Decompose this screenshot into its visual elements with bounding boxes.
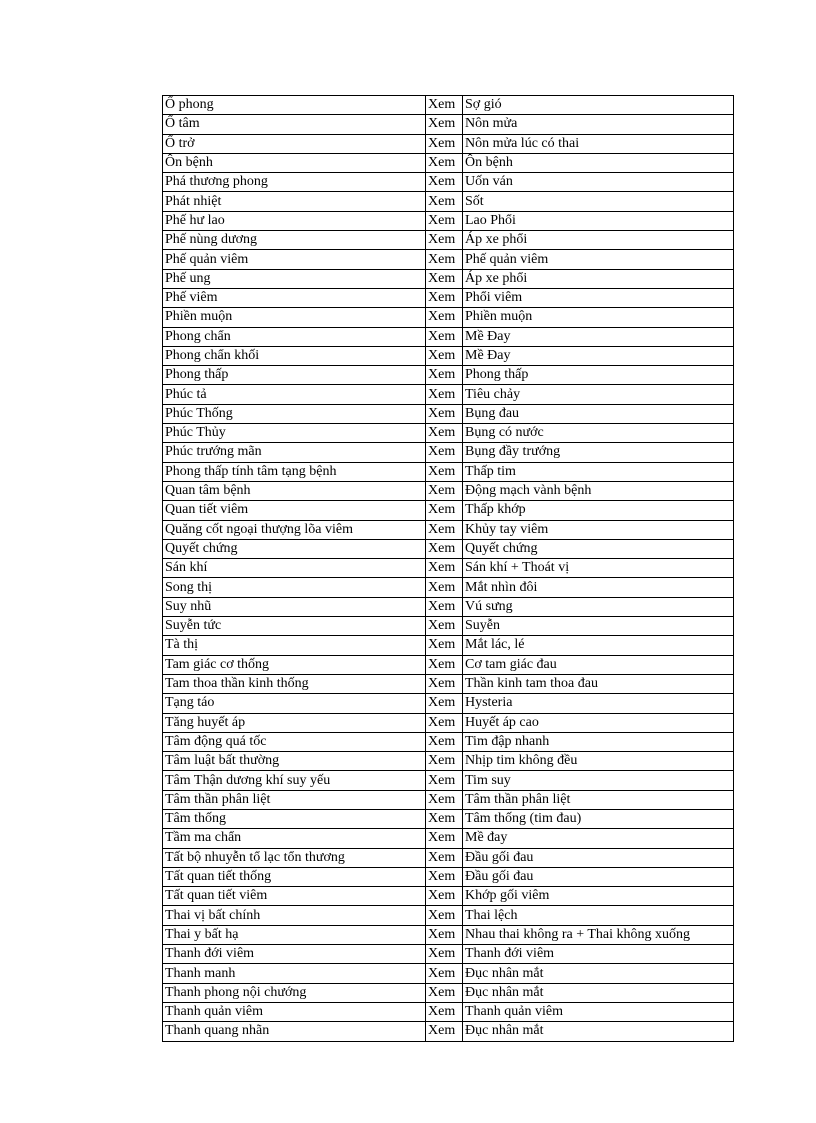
table-row xyxy=(163,385,734,404)
meaning-cell: Đầu gối đau xyxy=(463,867,734,886)
table-row xyxy=(163,887,734,906)
see-cell: Xem xyxy=(426,481,463,500)
see-cell: Xem xyxy=(426,867,463,886)
meaning-cell: Thanh đới viêm xyxy=(463,945,734,964)
meaning-cell: Áp xe phổi xyxy=(463,269,734,288)
table-row xyxy=(163,983,734,1002)
term-cell: Tầm ma chẩn xyxy=(163,829,426,848)
see-cell: Xem xyxy=(426,327,463,346)
see-cell: Xem xyxy=(426,231,463,250)
table-row xyxy=(163,829,734,848)
see-cell: Xem xyxy=(426,424,463,443)
term-cell: Quăng cốt ngoại thượng lõa viêm xyxy=(163,520,426,539)
term-cell: Phá thương phong xyxy=(163,173,426,192)
meaning-cell: Sán khí + Thoát vị xyxy=(463,559,734,578)
term-cell: Phúc tả xyxy=(163,385,426,404)
table-row xyxy=(163,636,734,655)
see-cell: Xem xyxy=(426,848,463,867)
meaning-cell: Ôn bệnh xyxy=(463,153,734,172)
term-cell: Thanh phong nội chướng xyxy=(163,983,426,1002)
table-row xyxy=(163,115,734,134)
table-row xyxy=(163,578,734,597)
meaning-cell: Áp xe phổi xyxy=(463,231,734,250)
term-cell: Phế viêm xyxy=(163,288,426,307)
see-cell: Xem xyxy=(426,713,463,732)
meaning-cell: Đục nhân mắt xyxy=(463,983,734,1002)
table-row xyxy=(163,424,734,443)
term-cell: Thanh quản viêm xyxy=(163,1002,426,1021)
term-cell: Tạng táo xyxy=(163,694,426,713)
see-cell: Xem xyxy=(426,694,463,713)
see-cell: Xem xyxy=(426,308,463,327)
see-cell: Xem xyxy=(426,1022,463,1041)
table-row xyxy=(163,481,734,500)
table-row xyxy=(163,713,734,732)
term-cell: Phong chẩn xyxy=(163,327,426,346)
meaning-cell: Bụng đau xyxy=(463,404,734,423)
see-cell: Xem xyxy=(426,578,463,597)
meaning-cell: Đục nhân mắt xyxy=(463,964,734,983)
table-row xyxy=(163,327,734,346)
see-cell: Xem xyxy=(426,771,463,790)
table-row xyxy=(163,771,734,790)
meaning-cell: Tiêu chảy xyxy=(463,385,734,404)
meaning-cell: Quyết chứng xyxy=(463,539,734,558)
see-cell: Xem xyxy=(426,288,463,307)
see-cell: Xem xyxy=(426,636,463,655)
meaning-cell: Mắt nhìn đôi xyxy=(463,578,734,597)
see-cell: Xem xyxy=(426,597,463,616)
table-row xyxy=(163,539,734,558)
term-cell: Phúc Thống xyxy=(163,404,426,423)
meaning-cell: Uốn ván xyxy=(463,173,734,192)
meaning-cell: Thấp khớp xyxy=(463,501,734,520)
table-row xyxy=(163,96,734,115)
see-cell: Xem xyxy=(426,617,463,636)
table-row xyxy=(163,173,734,192)
meaning-cell: Khớp gối viêm xyxy=(463,887,734,906)
term-cell: Tăng huyết áp xyxy=(163,713,426,732)
see-cell: Xem xyxy=(426,790,463,809)
see-cell: Xem xyxy=(426,250,463,269)
table-row xyxy=(163,1022,734,1041)
table-row xyxy=(163,250,734,269)
meaning-cell: Lao Phổi xyxy=(463,211,734,230)
table-row xyxy=(163,617,734,636)
see-cell: Xem xyxy=(426,732,463,751)
table-row xyxy=(163,559,734,578)
see-cell: Xem xyxy=(426,443,463,462)
term-cell: Tâm luật bất thường xyxy=(163,752,426,771)
table-row xyxy=(163,906,734,925)
term-cell: Suy nhũ xyxy=(163,597,426,616)
table-row xyxy=(163,346,734,365)
meaning-cell: Tâm thống (tim đau) xyxy=(463,809,734,828)
meaning-cell: Nhịp tim không đều xyxy=(463,752,734,771)
table-row xyxy=(163,674,734,693)
meaning-cell: Phổi viêm xyxy=(463,288,734,307)
table-row xyxy=(163,288,734,307)
meaning-cell: Động mạch vành bệnh xyxy=(463,481,734,500)
term-cell: Tà thị xyxy=(163,636,426,655)
table-row xyxy=(163,153,734,172)
term-cell: Phong thấp tính tâm tạng bệnh xyxy=(163,462,426,481)
term-cell: Quyết chứng xyxy=(163,539,426,558)
meaning-cell: Thần kinh tam thoa đau xyxy=(463,674,734,693)
see-cell: Xem xyxy=(426,674,463,693)
term-cell: Tam giác cơ thống xyxy=(163,655,426,674)
term-cell: Quan tâm bệnh xyxy=(163,481,426,500)
term-cell: Thanh manh xyxy=(163,964,426,983)
meaning-cell: Hysteria xyxy=(463,694,734,713)
term-cell: Phế quản viêm xyxy=(163,250,426,269)
see-cell: Xem xyxy=(426,269,463,288)
term-cell: Phong thấp xyxy=(163,366,426,385)
term-cell: Phế nùng dương xyxy=(163,231,426,250)
meaning-cell: Bụng đầy trướng xyxy=(463,443,734,462)
table-row xyxy=(163,404,734,423)
table-row xyxy=(163,867,734,886)
see-cell: Xem xyxy=(426,346,463,365)
see-cell: Xem xyxy=(426,366,463,385)
term-cell: Song thị xyxy=(163,578,426,597)
table-row xyxy=(163,231,734,250)
meaning-cell: Thấp tim xyxy=(463,462,734,481)
term-cell: Thanh đới viêm xyxy=(163,945,426,964)
see-cell: Xem xyxy=(426,134,463,153)
table-row xyxy=(163,694,734,713)
term-cell: Ố trở xyxy=(163,134,426,153)
meaning-cell: Nôn mửa lúc có thai xyxy=(463,134,734,153)
meaning-cell: Vú sưng xyxy=(463,597,734,616)
term-cell: Phúc Thủy xyxy=(163,424,426,443)
see-cell: Xem xyxy=(426,752,463,771)
term-cell: Phế ung xyxy=(163,269,426,288)
meaning-cell: Mề đay xyxy=(463,829,734,848)
meaning-cell: Phế quản viêm xyxy=(463,250,734,269)
see-cell: Xem xyxy=(426,945,463,964)
table-row xyxy=(163,964,734,983)
see-cell: Xem xyxy=(426,559,463,578)
term-cell: Tam thoa thần kinh thống xyxy=(163,674,426,693)
table-row xyxy=(163,462,734,481)
meaning-cell: Tâm thần phân liệt xyxy=(463,790,734,809)
term-cell: Thanh quang nhãn xyxy=(163,1022,426,1041)
table-row xyxy=(163,211,734,230)
see-cell: Xem xyxy=(426,964,463,983)
term-cell: Phiền muộn xyxy=(163,308,426,327)
see-cell: Xem xyxy=(426,983,463,1002)
meaning-cell: Đục nhân mắt xyxy=(463,1022,734,1041)
term-cell: Sán khí xyxy=(163,559,426,578)
meaning-cell: Mắt lác, lé xyxy=(463,636,734,655)
term-cell: Tâm Thận dương khí suy yếu xyxy=(163,771,426,790)
table-row xyxy=(163,520,734,539)
term-cell: Tâm thần phân liệt xyxy=(163,790,426,809)
meaning-cell: Thai lệch xyxy=(463,906,734,925)
see-cell: Xem xyxy=(426,211,463,230)
table-row xyxy=(163,925,734,944)
see-cell: Xem xyxy=(426,809,463,828)
see-cell: Xem xyxy=(426,173,463,192)
term-cell: Suyễn tức xyxy=(163,617,426,636)
term-cell: Ố tâm xyxy=(163,115,426,134)
meaning-cell: Cơ tam giác đau xyxy=(463,655,734,674)
meaning-cell: Khủy tay viêm xyxy=(463,520,734,539)
see-cell: Xem xyxy=(426,1002,463,1021)
term-cell: Quan tiết viêm xyxy=(163,501,426,520)
term-cell: Thai vị bất chính xyxy=(163,906,426,925)
meaning-cell: Tim suy xyxy=(463,771,734,790)
see-cell: Xem xyxy=(426,385,463,404)
meaning-cell: Phong thấp xyxy=(463,366,734,385)
see-cell: Xem xyxy=(426,655,463,674)
meaning-cell: Sốt xyxy=(463,192,734,211)
table-row xyxy=(163,732,734,751)
see-cell: Xem xyxy=(426,925,463,944)
meaning-cell: Mề Đay xyxy=(463,327,734,346)
table-row xyxy=(163,269,734,288)
table-row xyxy=(163,597,734,616)
term-cell: Phúc trướng mãn xyxy=(163,443,426,462)
table-row xyxy=(163,655,734,674)
table-row xyxy=(163,501,734,520)
see-cell: Xem xyxy=(426,404,463,423)
table-row xyxy=(163,848,734,867)
table-row xyxy=(163,308,734,327)
term-cell: Phế hư lao xyxy=(163,211,426,230)
table-row xyxy=(163,809,734,828)
see-cell: Xem xyxy=(426,829,463,848)
term-cell: Tâm động quá tốc xyxy=(163,732,426,751)
term-cell: Tất quan tiết viêm xyxy=(163,887,426,906)
glossary-table xyxy=(162,95,734,1042)
term-cell: Phát nhiệt xyxy=(163,192,426,211)
table-row xyxy=(163,366,734,385)
term-cell: Thai y bất hạ xyxy=(163,925,426,944)
term-cell: Ôn bệnh xyxy=(163,153,426,172)
see-cell: Xem xyxy=(426,520,463,539)
see-cell: Xem xyxy=(426,462,463,481)
glossary-rows xyxy=(163,96,734,1042)
meaning-cell: Đầu gối đau xyxy=(463,848,734,867)
see-cell: Xem xyxy=(426,906,463,925)
term-cell: Phong chẩn khối xyxy=(163,346,426,365)
meaning-cell: Nôn mửa xyxy=(463,115,734,134)
see-cell: Xem xyxy=(426,153,463,172)
meaning-cell: Mề Đay xyxy=(463,346,734,365)
see-cell: Xem xyxy=(426,192,463,211)
meaning-cell: Tim đập nhanh xyxy=(463,732,734,751)
term-cell: Tất bộ nhuyễn tổ lạc tổn thương xyxy=(163,848,426,867)
meaning-cell: Bụng có nước xyxy=(463,424,734,443)
term-cell: Tất quan tiết thống xyxy=(163,867,426,886)
meaning-cell: Phiền muộn xyxy=(463,308,734,327)
meaning-cell: Nhau thai không ra + Thai không xuống xyxy=(463,925,734,944)
meaning-cell: Suyễn xyxy=(463,617,734,636)
table-row xyxy=(163,945,734,964)
table-row xyxy=(163,790,734,809)
term-cell: Ố phong xyxy=(163,96,426,115)
table-row xyxy=(163,443,734,462)
table-row xyxy=(163,1002,734,1021)
table-row xyxy=(163,752,734,771)
table-row xyxy=(163,192,734,211)
meaning-cell: Huyết áp cao xyxy=(463,713,734,732)
see-cell: Xem xyxy=(426,115,463,134)
term-cell: Tâm thống xyxy=(163,809,426,828)
see-cell: Xem xyxy=(426,887,463,906)
table-row xyxy=(163,134,734,153)
meaning-cell: Sợ gió xyxy=(463,96,734,115)
see-cell: Xem xyxy=(426,539,463,558)
meaning-cell: Thanh quản viêm xyxy=(463,1002,734,1021)
see-cell: Xem xyxy=(426,501,463,520)
see-cell: Xem xyxy=(426,96,463,115)
